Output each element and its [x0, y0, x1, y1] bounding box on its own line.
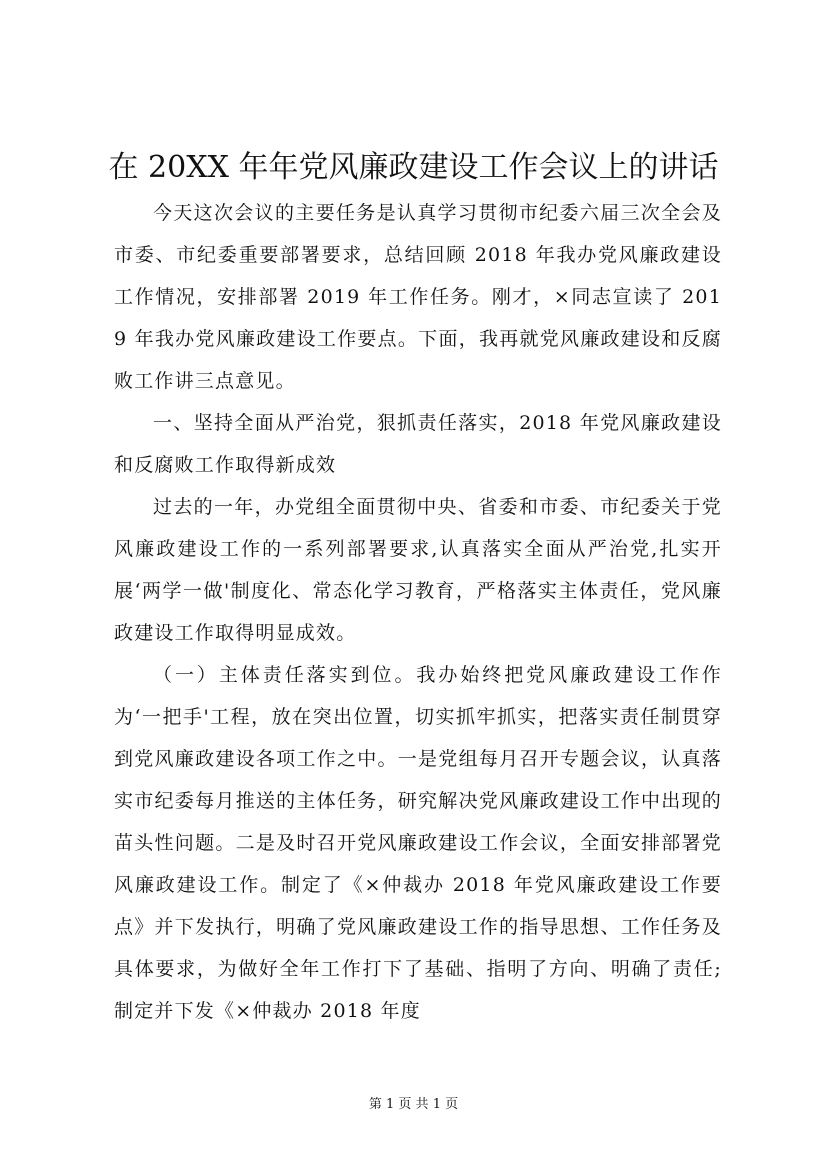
paragraph-subsection-1: （一）主体责任落实到位。我办始终把党风廉政建设工作作为‘一把手'工程，放在突出位置，切实抓牢抓实，把落实责任制贯穿到党风廉政建设各项工作之中。一是党组每月召开专题会议，认真落实市纪委每月推送的主体任务，研究解决党风廉政建设工作中出现的苗头性问题。二是及时召开党风廉政建设工作会议，全面安排部署党风廉政建设工作。制定了《×仲裁办 2018 年党风廉政建设工作要点》并下发执行，明确了党风廉政建设工作的指导思想、工作任务及具体要求，为做好全年工作打下了基础、指明了方向、明确了责任;制定并下发《×仲裁办 2018 年度 [114, 664, 722, 1022]
paragraph-section-heading-1: 一、坚持全面从严治党，狠抓责任落实，2018 年党风廉政建设和反腐败工作取得新成效 [114, 412, 722, 476]
paragraph-intro: 今天这次会议的主要任务是认真学习贯彻市纪委六届三次全会及市委、市纪委重要部署要求，总结回顾 2018 年我办党风廉政建设工作情况，安排部署 2019 年工作任务。刚才，×同志宣读了 2019 年我办党风廉政建设工作要点。下面，我再就党风廉政建设和反腐败工作讲三点意见。 [114, 202, 722, 392]
page-footer: 第 1 页 共 1 页 [368, 1097, 459, 1112]
document-title: 在 20XX 年年党风廉政建设工作会议上的讲话 [108, 150, 719, 185]
paragraph-review: 过去的一年，办党组全面贯彻中央、省委和市委、市纪委关于党风廉政建设工作的一系列部署要求,认真落实全面从严治党,扎实开展‘两学一做'制度化、常态化学习教育，严格落实主体责任，党风廉政建设工作取得明显成效。 [114, 496, 722, 644]
document-body [114, 192, 722, 1032]
